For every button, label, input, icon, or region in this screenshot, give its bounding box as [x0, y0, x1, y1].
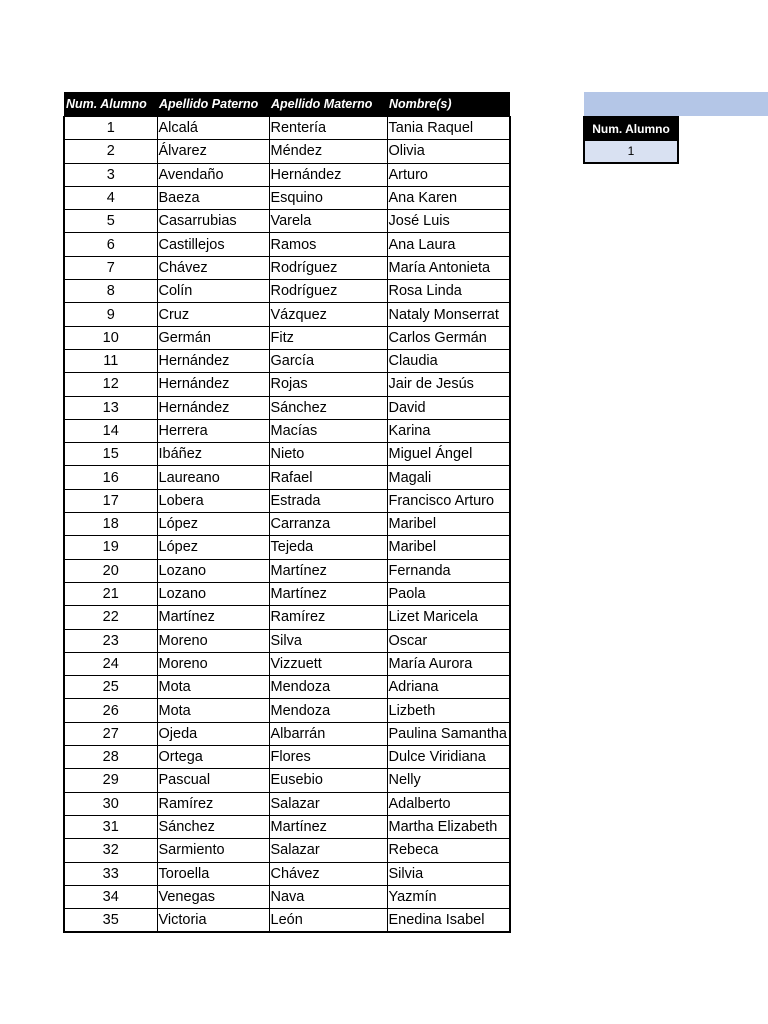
num-alumno-cell[interactable]: 8	[64, 280, 157, 303]
num-alumno-cell[interactable]: 19	[64, 536, 157, 559]
num-alumno-cell[interactable]: 10	[64, 326, 157, 349]
num-alumno-cell[interactable]: 27	[64, 722, 157, 745]
nombre-cell[interactable]: Lizet Maricela	[387, 606, 510, 629]
nombre-cell[interactable]: Jair de Jesús	[387, 373, 510, 396]
apellido-paterno-cell[interactable]: Hernández	[157, 349, 269, 372]
apellido-paterno-cell[interactable]: Ramírez	[157, 792, 269, 815]
num-alumno-cell[interactable]: 24	[64, 652, 157, 675]
header-apellido-paterno[interactable]: Apellido Paterno	[157, 92, 269, 117]
apellido-materno-cell[interactable]: Rojas	[269, 373, 387, 396]
table-row	[64, 815, 510, 838]
apellido-materno-cell[interactable]: Martínez	[269, 815, 387, 838]
apellido-paterno-cell[interactable]: Sánchez	[157, 815, 269, 838]
table-row	[64, 280, 510, 303]
apellido-paterno-cell[interactable]: Lobera	[157, 489, 269, 512]
apellido-materno-cell[interactable]: Macías	[269, 419, 387, 442]
num-alumno-cell[interactable]: 2	[64, 140, 157, 163]
nombre-cell[interactable]: Carlos Germán	[387, 326, 510, 349]
table-row	[64, 746, 510, 769]
num-alumno-cell[interactable]: 15	[64, 443, 157, 466]
nombre-cell[interactable]: Ana Karen	[387, 186, 510, 209]
table-row	[64, 303, 510, 326]
nombre-cell[interactable]: Enedina Isabel	[387, 909, 510, 933]
table-row	[64, 396, 510, 419]
apellido-materno-cell[interactable]: Hernández	[269, 163, 387, 186]
apellido-materno-cell[interactable]: Estrada	[269, 489, 387, 512]
apellido-materno-cell[interactable]: Salazar	[269, 839, 387, 862]
table-row	[64, 722, 510, 745]
apellido-materno-cell[interactable]: Fitz	[269, 326, 387, 349]
nombre-cell[interactable]: María Aurora	[387, 652, 510, 675]
apellido-materno-cell[interactable]: Rodríguez	[269, 256, 387, 279]
apellido-paterno-cell[interactable]: Cruz	[157, 303, 269, 326]
nombre-cell[interactable]: Karina	[387, 419, 510, 442]
num-alumno-cell[interactable]: 26	[64, 699, 157, 722]
apellido-materno-cell[interactable]: Ramos	[269, 233, 387, 256]
apellido-materno-cell[interactable]: Ramírez	[269, 606, 387, 629]
table-row	[64, 373, 510, 396]
lookup-value-cell[interactable]: 1	[585, 141, 677, 162]
header-nombres[interactable]: Nombre(s)	[387, 92, 510, 117]
table-row	[64, 862, 510, 885]
table-row	[64, 839, 510, 862]
student-table	[63, 92, 511, 933]
nombre-cell[interactable]: Paola	[387, 582, 510, 605]
num-alumno-cell[interactable]: 30	[64, 792, 157, 815]
apellido-materno-cell[interactable]: Silva	[269, 629, 387, 652]
nombre-cell[interactable]: Nataly Monserrat	[387, 303, 510, 326]
apellido-paterno-cell[interactable]: Toroella	[157, 862, 269, 885]
apellido-paterno-cell[interactable]: Sarmiento	[157, 839, 269, 862]
header-apellido-materno[interactable]: Apellido Materno	[269, 92, 387, 117]
apellido-materno-cell[interactable]: Rodríguez	[269, 280, 387, 303]
lookup-box	[583, 116, 679, 164]
apellido-paterno-cell[interactable]: Pascual	[157, 769, 269, 792]
nombre-cell[interactable]: María Antonieta	[387, 256, 510, 279]
table-row	[64, 629, 510, 652]
num-alumno-cell[interactable]: 28	[64, 746, 157, 769]
apellido-paterno-cell[interactable]: Lozano	[157, 559, 269, 582]
nombre-cell[interactable]: Rebeca	[387, 839, 510, 862]
nombre-cell[interactable]: Olivia	[387, 140, 510, 163]
apellido-paterno-cell[interactable]: Germán	[157, 326, 269, 349]
nombre-cell[interactable]: Tania Raquel	[387, 117, 510, 140]
apellido-materno-cell[interactable]: Esquino	[269, 186, 387, 209]
apellido-materno-cell[interactable]: Sánchez	[269, 396, 387, 419]
num-alumno-cell[interactable]: 29	[64, 769, 157, 792]
apellido-materno-cell[interactable]: Méndez	[269, 140, 387, 163]
nombre-cell[interactable]: Yazmín	[387, 885, 510, 908]
num-alumno-cell[interactable]: 12	[64, 373, 157, 396]
table-row	[64, 676, 510, 699]
table-row	[64, 233, 510, 256]
table-row	[64, 443, 510, 466]
num-alumno-cell[interactable]: 11	[64, 349, 157, 372]
nombre-cell[interactable]: Nelly	[387, 769, 510, 792]
table-row	[64, 466, 510, 489]
nombre-cell[interactable]: Arturo	[387, 163, 510, 186]
apellido-materno-cell[interactable]: Flores	[269, 746, 387, 769]
apellido-paterno-cell[interactable]: Hernández	[157, 373, 269, 396]
lookup-header: Num. Alumno	[585, 118, 677, 141]
table-row	[64, 419, 510, 442]
nombre-cell[interactable]: Maribel	[387, 513, 510, 536]
apellido-paterno-cell[interactable]: Laureano	[157, 466, 269, 489]
apellido-materno-cell[interactable]: Eusebio	[269, 769, 387, 792]
nombre-cell[interactable]: José Luis	[387, 210, 510, 233]
apellido-materno-cell[interactable]: León	[269, 909, 387, 933]
nombre-cell[interactable]: Miguel Ángel	[387, 443, 510, 466]
num-alumno-cell[interactable]: 17	[64, 489, 157, 512]
num-alumno-cell[interactable]: 23	[64, 629, 157, 652]
apellido-paterno-cell[interactable]: Victoria	[157, 909, 269, 933]
table-row	[64, 140, 510, 163]
apellido-materno-cell[interactable]: Rafael	[269, 466, 387, 489]
apellido-materno-cell[interactable]: Mendoza	[269, 699, 387, 722]
apellido-paterno-cell[interactable]: López	[157, 536, 269, 559]
nombre-cell[interactable]: Fernanda	[387, 559, 510, 582]
apellido-materno-cell[interactable]: Nieto	[269, 443, 387, 466]
apellido-paterno-cell[interactable]: Ortega	[157, 746, 269, 769]
apellido-paterno-cell[interactable]: Mota	[157, 676, 269, 699]
num-alumno-cell[interactable]: 35	[64, 909, 157, 933]
apellido-materno-cell[interactable]: Carranza	[269, 513, 387, 536]
apellido-paterno-cell[interactable]: Ojeda	[157, 722, 269, 745]
num-alumno-cell[interactable]: 22	[64, 606, 157, 629]
apellido-materno-cell[interactable]: Martínez	[269, 559, 387, 582]
num-alumno-cell[interactable]: 14	[64, 419, 157, 442]
num-alumno-cell[interactable]: 4	[64, 186, 157, 209]
apellido-paterno-cell[interactable]: Álvarez	[157, 140, 269, 163]
num-alumno-cell[interactable]: 25	[64, 676, 157, 699]
num-alumno-cell[interactable]: 9	[64, 303, 157, 326]
num-alumno-cell[interactable]: 18	[64, 513, 157, 536]
num-alumno-cell[interactable]: 34	[64, 885, 157, 908]
num-alumno-cell[interactable]: 13	[64, 396, 157, 419]
table-row	[64, 909, 510, 933]
num-alumno-cell[interactable]: 33	[64, 862, 157, 885]
num-alumno-cell[interactable]: 16	[64, 466, 157, 489]
apellido-paterno-cell[interactable]: Castillejos	[157, 233, 269, 256]
apellido-paterno-cell[interactable]: Martínez	[157, 606, 269, 629]
table-row	[64, 117, 510, 140]
table-row	[64, 606, 510, 629]
num-alumno-cell[interactable]: 20	[64, 559, 157, 582]
table-row	[64, 513, 510, 536]
nombre-cell[interactable]: Maribel	[387, 536, 510, 559]
apellido-paterno-cell[interactable]: Alcalá	[157, 117, 269, 140]
nombre-cell[interactable]: Paulina Samantha	[387, 722, 510, 745]
num-alumno-cell[interactable]: 5	[64, 210, 157, 233]
apellido-materno-cell[interactable]: Albarrán	[269, 722, 387, 745]
num-alumno-cell[interactable]: 32	[64, 839, 157, 862]
apellido-materno-cell[interactable]: Varela	[269, 210, 387, 233]
table-row	[64, 256, 510, 279]
table-row	[64, 163, 510, 186]
table-header-row	[64, 92, 510, 117]
apellido-paterno-cell[interactable]: Ibáñez	[157, 443, 269, 466]
nombre-cell[interactable]: Silvia	[387, 862, 510, 885]
table-row	[64, 326, 510, 349]
apellido-paterno-cell[interactable]: Baeza	[157, 186, 269, 209]
apellido-paterno-cell[interactable]: Moreno	[157, 629, 269, 652]
apellido-paterno-cell[interactable]: Chávez	[157, 256, 269, 279]
table-row	[64, 582, 510, 605]
num-alumno-cell[interactable]: 3	[64, 163, 157, 186]
table-row	[64, 885, 510, 908]
table-row	[64, 349, 510, 372]
table-row	[64, 769, 510, 792]
apellido-paterno-cell[interactable]: Colín	[157, 280, 269, 303]
apellido-materno-cell[interactable]: Tejeda	[269, 536, 387, 559]
nombre-cell[interactable]: Rosa Linda	[387, 280, 510, 303]
nombre-cell[interactable]: Magali	[387, 466, 510, 489]
nombre-cell[interactable]: Dulce Viridiana	[387, 746, 510, 769]
nombre-cell[interactable]: Francisco Arturo	[387, 489, 510, 512]
table-row	[64, 536, 510, 559]
apellido-materno-cell[interactable]: García	[269, 349, 387, 372]
table-row	[64, 652, 510, 675]
table-row	[64, 559, 510, 582]
apellido-paterno-cell[interactable]: Lozano	[157, 582, 269, 605]
num-alumno-cell[interactable]: 31	[64, 815, 157, 838]
num-alumno-cell[interactable]: 6	[64, 233, 157, 256]
apellido-paterno-cell[interactable]: Avendaño	[157, 163, 269, 186]
apellido-paterno-cell[interactable]: Hernández	[157, 396, 269, 419]
apellido-materno-cell[interactable]: Martínez	[269, 582, 387, 605]
apellido-paterno-cell[interactable]: Moreno	[157, 652, 269, 675]
apellido-materno-cell[interactable]: Mendoza	[269, 676, 387, 699]
nombre-cell[interactable]: Adalberto	[387, 792, 510, 815]
num-alumno-cell[interactable]: 1	[64, 117, 157, 140]
table-row	[64, 186, 510, 209]
nombre-cell[interactable]: Martha Elizabeth	[387, 815, 510, 838]
apellido-paterno-cell[interactable]: Casarrubias	[157, 210, 269, 233]
header-num-alumno[interactable]: Num. Alumno	[64, 92, 157, 117]
table-row	[64, 210, 510, 233]
apellido-materno-cell[interactable]: Nava	[269, 885, 387, 908]
nombre-cell[interactable]: Adriana	[387, 676, 510, 699]
apellido-paterno-cell[interactable]: Herrera	[157, 419, 269, 442]
table-row	[64, 792, 510, 815]
apellido-paterno-cell[interactable]: López	[157, 513, 269, 536]
apellido-paterno-cell[interactable]: Mota	[157, 699, 269, 722]
apellido-materno-cell[interactable]: Vizzuett	[269, 652, 387, 675]
apellido-materno-cell[interactable]: Chávez	[269, 862, 387, 885]
num-alumno-cell[interactable]: 21	[64, 582, 157, 605]
nombre-cell[interactable]: David	[387, 396, 510, 419]
nombre-cell[interactable]: Oscar	[387, 629, 510, 652]
nombre-cell[interactable]: Lizbeth	[387, 699, 510, 722]
num-alumno-cell[interactable]: 7	[64, 256, 157, 279]
table-row	[64, 489, 510, 512]
nombre-cell[interactable]: Ana Laura	[387, 233, 510, 256]
lookup-title-bar[interactable]	[584, 92, 768, 116]
apellido-materno-cell[interactable]: Rentería	[269, 117, 387, 140]
apellido-paterno-cell[interactable]: Venegas	[157, 885, 269, 908]
apellido-materno-cell[interactable]: Vázquez	[269, 303, 387, 326]
table-row	[64, 699, 510, 722]
nombre-cell[interactable]: Claudia	[387, 349, 510, 372]
apellido-materno-cell[interactable]: Salazar	[269, 792, 387, 815]
